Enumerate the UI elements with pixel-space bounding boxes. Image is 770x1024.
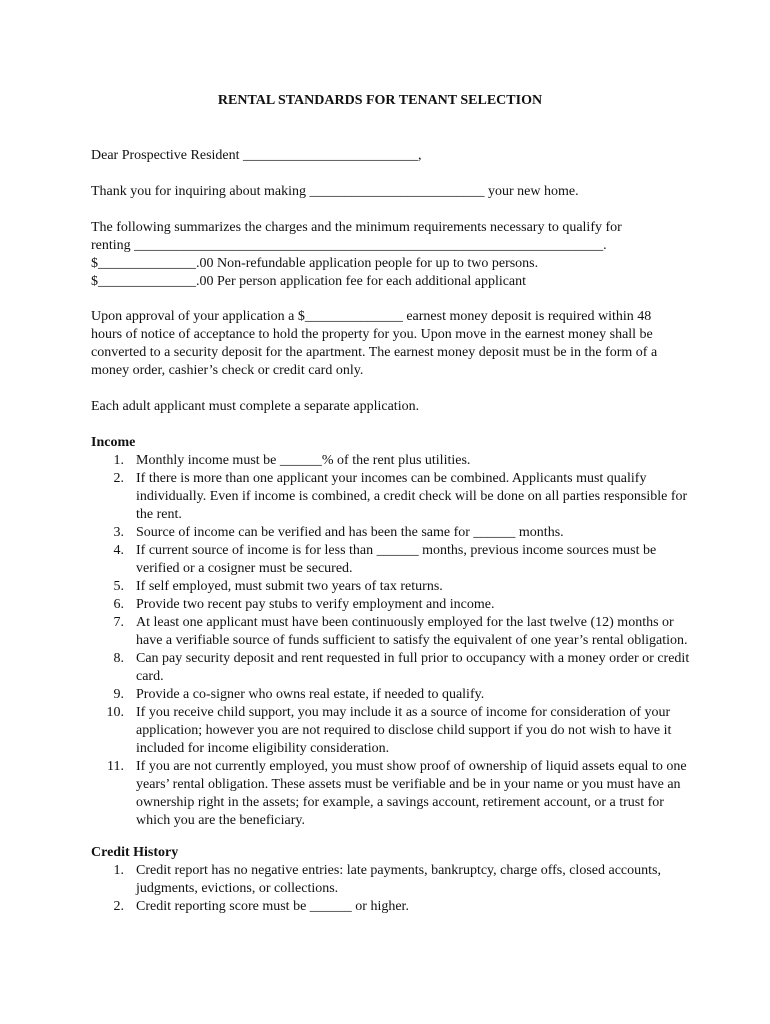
list-item-text: If you are not currently employed, you must show proof of ownership of liquid assets equal to one years’ rental obligation. These assets must be verifiable and be in your name or you must have an ownership right in the assets; for example, a savings account, retirement account, or a trust for which you are the beneficiary.: [136, 759, 687, 828]
list-item-text: Provide two recent pay stubs to verify employment and income.: [136, 597, 495, 612]
list-item-number: 8.: [113, 651, 124, 666]
list-item-text: Provide a co-signer who owns real estate, if needed to qualify.: [136, 687, 485, 702]
summary-line-2: renting ___________________________________________________________________.: [91, 238, 607, 253]
credit-history-list: [91, 862, 691, 916]
fee-line-1: $______________.00 Non-refundable application people for up to two persons.: [91, 256, 539, 271]
list-item-number: 2.: [113, 471, 124, 486]
list-item: [91, 470, 691, 524]
fee-line-2: $______________.00 Per person application fee for each additional applicant: [91, 274, 527, 289]
list-item: [91, 686, 691, 704]
list-item-text: At least one applicant must have been continuously employed for the last twelve (12) months or have a verifiable source of funds sufficient to satisfy the equivalent of one year’s rental obligation.: [136, 615, 688, 648]
list-item-number: 3.: [113, 525, 124, 540]
list-item-number: 1.: [113, 453, 124, 468]
list-item-text: Can pay security deposit and rent requested in full prior to occupancy with a money order or credit card.: [136, 651, 690, 684]
list-item-text: If self employed, must submit two years of tax returns.: [136, 579, 443, 594]
list-item-number: 5.: [113, 579, 124, 594]
list-item-number: 10.: [106, 705, 124, 720]
thank-you-line: Thank you for inquiring about making _________________________ your new home.: [91, 184, 579, 199]
list-item: [91, 614, 691, 650]
list-item: [91, 596, 691, 614]
list-item: [91, 524, 691, 542]
list-item-number: 2.: [113, 899, 124, 914]
list-item-text: Credit reporting score must be ______ or higher.: [136, 899, 409, 914]
list-item-text: Monthly income must be ______% of the rent plus utilities.: [136, 453, 471, 468]
income-heading: Income: [91, 435, 136, 450]
adult-note: Each adult applicant must complete a separate application.: [91, 399, 420, 414]
list-item-number: 9.: [113, 687, 124, 702]
list-item-number: 4.: [113, 543, 124, 558]
list-item-text: If current source of income is for less than ______ months, previous income sources must be verified or a cosigner must be secured.: [136, 543, 657, 576]
list-item-number: 7.: [113, 615, 124, 630]
list-item-text: Credit report has no negative entries: late payments, bankruptcy, charge offs, closed accounts, judgments, evictions, or collections.: [136, 863, 661, 896]
income-list: [91, 452, 691, 830]
list-item-text: If there is more than one applicant your incomes can be combined. Applicants must qualify individually. Even if income is combined, a credit check will be done on all parties responsible for the rent.: [136, 471, 688, 522]
list-item: [91, 452, 691, 470]
list-item: [91, 650, 691, 686]
list-item: [91, 758, 691, 830]
list-item-number: 1.: [113, 863, 124, 878]
list-item-number: 6.: [113, 597, 124, 612]
greeting-line: Dear Prospective Resident _________________________,: [91, 148, 422, 163]
credit-history-heading: Credit History: [91, 845, 179, 860]
list-item-number: 11.: [107, 759, 124, 774]
list-item: [91, 704, 691, 758]
list-item: [91, 898, 691, 916]
document-title: RENTAL STANDARDS FOR TENANT SELECTION: [217, 93, 543, 108]
list-item: [91, 862, 691, 898]
list-item-text: If you receive child support, you may include it as a source of income for consideration of your application; however you are not required to disclose child support if you do not wish to have it included for income eligibility consideration.: [136, 705, 672, 756]
list-item: [91, 542, 691, 578]
approval-paragraph: Upon approval of your application a $______________ earnest money deposit is required within 48 hours of notice of acceptance to hold the property for you. Upon move in the earnest money shall be converted to a security deposit for the apartment. The earnest money deposit must be in the form of a money order, cashier’s check or credit card only.: [91, 309, 658, 378]
summary-line-1: The following summarizes the charges and the minimum requirements necessary to qualify for: [91, 220, 622, 235]
list-item-text: Source of income can be verified and has been the same for ______ months.: [136, 525, 564, 540]
list-item: [91, 578, 691, 596]
